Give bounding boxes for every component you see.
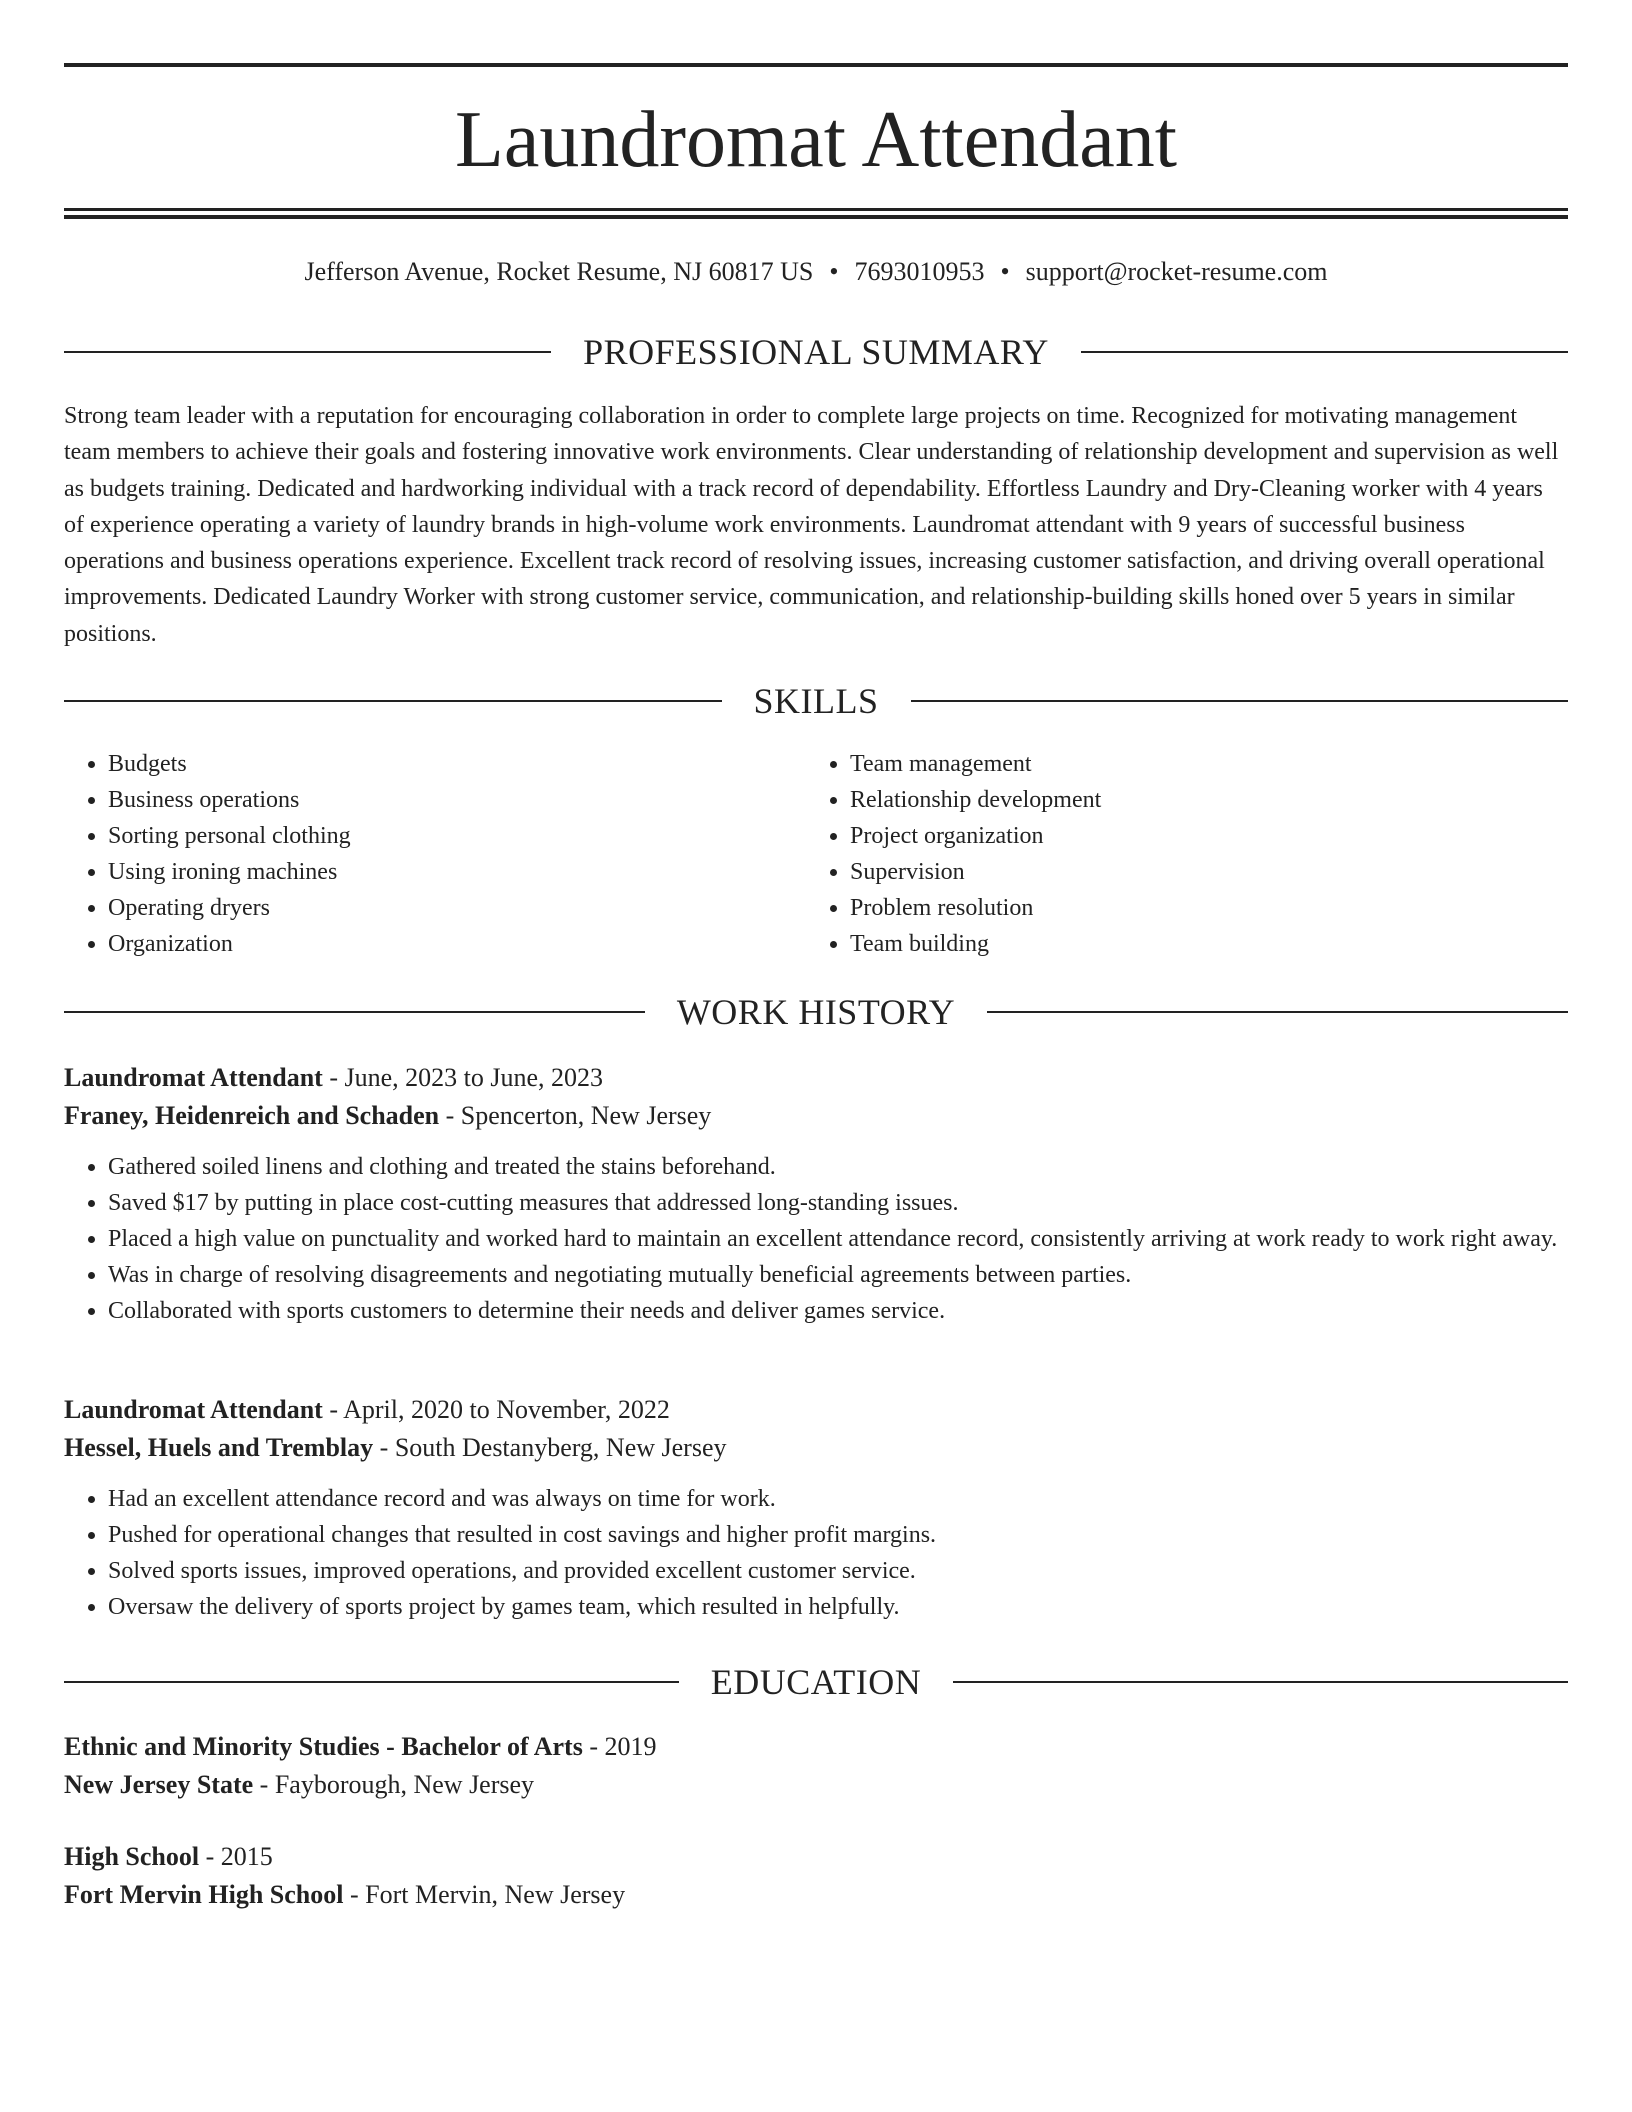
job-bullets xyxy=(64,1481,1568,1625)
job-bullets xyxy=(64,1149,1568,1329)
skill-item: • Relationship development xyxy=(850,782,1548,818)
skills-column-left xyxy=(64,746,806,962)
skills-list xyxy=(64,746,1568,962)
job-company: Franey, Heidenreich and Schaden xyxy=(64,1101,440,1130)
title-rule-upper xyxy=(64,208,1568,211)
resume-title: Laundromat Attendant xyxy=(454,96,1178,184)
heading-rule xyxy=(1081,351,1568,353)
education-entry xyxy=(64,1838,1568,1914)
skill-item: • Team building xyxy=(850,926,1548,962)
heading-rule xyxy=(64,700,722,702)
job-dates: - June, 2023 to June, 2023 xyxy=(322,1063,604,1092)
job-bullet: • Pushed for operational changes that resulted in cost savings and higher profit margins. xyxy=(108,1517,1568,1553)
job-entry xyxy=(64,1059,1568,1329)
skills-column-right xyxy=(806,746,1548,962)
contact-separator: • xyxy=(829,257,839,286)
contact-line xyxy=(64,254,1568,290)
job-bullet: • Gathered soiled linens and clothing and treated the stains beforehand. xyxy=(108,1149,1568,1185)
edu-year: - 2019 xyxy=(582,1732,657,1761)
edu-location: - Fort Mervin, New Jersey xyxy=(343,1880,626,1909)
job-bullet: • Saved $17 by putting in place cost-cutting measures that addressed long-standing issues. xyxy=(108,1185,1568,1221)
edu-location: - Fayborough, New Jersey xyxy=(253,1770,535,1799)
job-bullet: • Had an excellent attendance record and was always on time for work. xyxy=(108,1481,1568,1517)
contact-separator: • xyxy=(1000,257,1010,286)
edu-degree: High School xyxy=(64,1842,200,1871)
work-heading-label: WORK HISTORY xyxy=(676,992,956,1032)
skills-heading xyxy=(64,679,1568,723)
skill-item: • Budgets xyxy=(108,746,806,782)
job-location: - Spencerton, New Jersey xyxy=(439,1101,712,1130)
skill-item: • Sorting personal clothing xyxy=(108,818,806,854)
job-entry xyxy=(64,1391,1568,1625)
education-heading xyxy=(64,1660,1568,1704)
job-company: Hessel, Huels and Tremblay xyxy=(64,1433,374,1462)
contact-address: Jefferson Avenue, Rocket Resume, NJ 60817 US xyxy=(304,257,814,286)
contact-phone: 7693010953 xyxy=(854,257,985,286)
skill-item: • Organization xyxy=(108,926,806,962)
skill-item: • Business operations xyxy=(108,782,806,818)
skill-item: • Problem resolution xyxy=(850,890,1548,926)
top-rule xyxy=(64,63,1568,67)
job-bullet: • Solved sports issues, improved operations, and provided excellent customer service. xyxy=(108,1553,1568,1589)
summary-heading xyxy=(64,330,1568,374)
heading-rule xyxy=(64,351,551,353)
title-rule-lower xyxy=(64,215,1568,219)
job-title: Laundromat Attendant xyxy=(64,1395,323,1424)
job-title-line xyxy=(64,1391,1568,1429)
skill-item: • Supervision xyxy=(850,854,1548,890)
heading-rule xyxy=(953,1681,1568,1683)
job-bullet: • Oversaw the delivery of sports project by games team, which resulted in helpfully. xyxy=(108,1589,1568,1625)
job-company-line xyxy=(64,1097,1568,1135)
edu-school-line xyxy=(64,1876,1568,1914)
edu-degree: Ethnic and Minority Studies - Bachelor of Arts xyxy=(64,1732,583,1761)
job-title: Laundromat Attendant xyxy=(64,1063,323,1092)
summary-text: Strong team leader with a reputation for encouraging collaboration in order to complete large projects on time. Recognized for motivating management team members to achieve their goals and fostering innovative work environments. Clear understanding of relationship development and supervision as well as budgets training. Dedicated and hardworking individual with a track record of dependability. Effortless Laundry and Dry-Cleaning worker with 4 years of experience operating a variety of laundry brands in high-volume work environments. Laundromat attendant with 9 years of successful business operations and business operations experience. Excellent track record of resolving issues, increasing customer satisfaction, and driving overall operational improvements. Dedicated Laundry Worker with strong customer service, communication, and relationship-building skills honed over 5 years in similar positions. xyxy=(64,403,1559,647)
skill-item: • Using ironing machines xyxy=(108,854,806,890)
skill-item: • Operating dryers xyxy=(108,890,806,926)
heading-rule xyxy=(911,700,1569,702)
edu-school: Fort Mervin High School xyxy=(64,1880,344,1909)
job-bullet: • Placed a high value on punctuality and worked hard to maintain an excellent attendance record, consistently arriving at work ready to work right away. xyxy=(108,1221,1568,1257)
edu-year: - 2015 xyxy=(199,1842,273,1871)
contact-email: support@rocket-resume.com xyxy=(1025,257,1328,286)
edu-school-line xyxy=(64,1766,1568,1804)
work-heading xyxy=(64,990,1568,1034)
edu-school: New Jersey State xyxy=(64,1770,254,1799)
skill-item: • Project organization xyxy=(850,818,1548,854)
heading-rule xyxy=(64,1011,645,1013)
heading-rule xyxy=(64,1681,679,1683)
education-heading-label: EDUCATION xyxy=(710,1662,922,1702)
edu-degree-line xyxy=(64,1838,1568,1876)
job-bullet: • Collaborated with sports customers to determine their needs and deliver games service. xyxy=(108,1293,1568,1329)
job-company-line xyxy=(64,1429,1568,1467)
job-location: - South Destanyberg, New Jersey xyxy=(373,1433,727,1462)
skills-heading-label: SKILLS xyxy=(753,681,879,721)
education-entry xyxy=(64,1728,1568,1804)
edu-degree-line xyxy=(64,1728,1568,1766)
heading-rule xyxy=(987,1011,1568,1013)
job-dates: - April, 2020 to November, 2022 xyxy=(322,1395,670,1424)
summary-heading-label: PROFESSIONAL SUMMARY xyxy=(583,332,1049,372)
skill-item: • Team management xyxy=(850,746,1548,782)
job-title-line xyxy=(64,1059,1568,1097)
job-bullet: • Was in charge of resolving disagreements and negotiating mutually beneficial agreements between parties. xyxy=(108,1257,1568,1293)
